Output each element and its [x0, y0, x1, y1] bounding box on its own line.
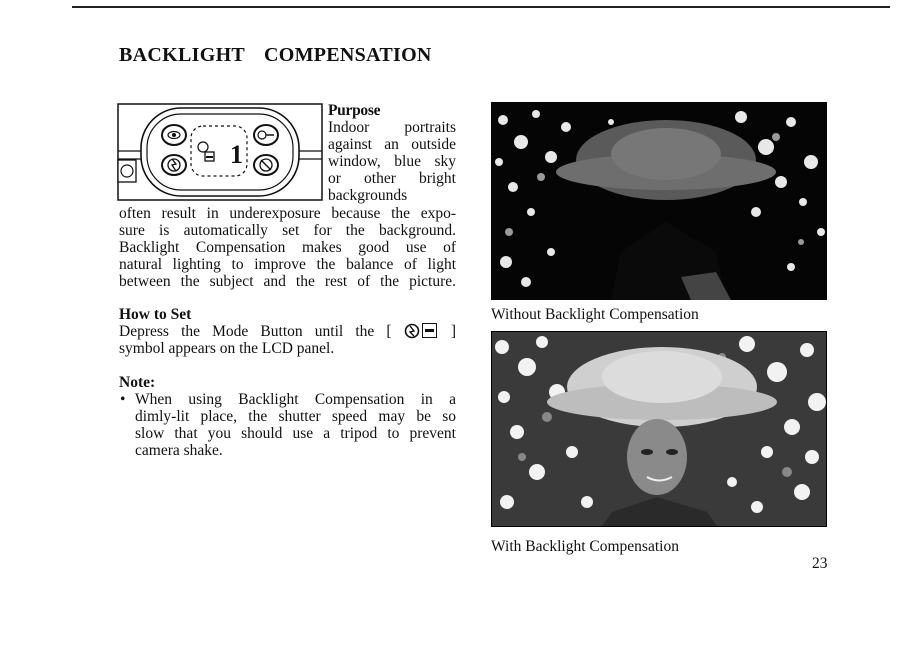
eye-icon: [162, 125, 186, 145]
how-to-set-text-after: ]: [438, 323, 456, 340]
self-timer-icon: [254, 125, 278, 145]
flash-off-icon: [162, 155, 186, 175]
bullet-icon: •: [120, 391, 126, 408]
body-line: sure is automatically set for the background.: [119, 222, 456, 239]
purpose-line: or other bright: [328, 170, 456, 187]
note-heading: Note:: [119, 374, 156, 391]
backlight-symbol-icon: [422, 323, 437, 338]
purpose-line: against an outside: [328, 136, 456, 153]
note-line: When using Backlight Compensation in a: [135, 391, 456, 408]
page-number: 23: [812, 555, 828, 572]
note-line: slow that you should use a tripod to prevent: [135, 425, 456, 442]
purpose-body: [119, 205, 456, 290]
caption-without-compensation: Without Backlight Compensation: [491, 306, 699, 323]
top-rule: [72, 6, 890, 8]
note-line: dimly-lit place, the shutter speed may be so: [135, 408, 456, 425]
flash-off-symbol-icon: [404, 323, 420, 339]
purpose-line: Indoor portraits: [328, 119, 456, 136]
photo-with-compensation: [491, 331, 827, 527]
no-flash-icon: [254, 155, 278, 175]
purpose-line: window, blue sky: [328, 153, 456, 170]
how-to-set-text-before: Depress the Mode Button until the [: [119, 323, 404, 340]
purpose-section: [328, 102, 456, 204]
body-line: Backlight Compensation makes good use of: [119, 239, 456, 256]
page-title: BACKLIGHT COMPENSATION: [119, 44, 432, 66]
camera-panel-diagram: [117, 103, 323, 201]
photo-without-compensation: [491, 102, 827, 300]
purpose-line: backgrounds: [328, 187, 408, 204]
body-line: often result in underexposure because the expo-: [119, 205, 456, 222]
how-to-set-section: [119, 306, 456, 357]
note-section: [119, 374, 456, 459]
how-to-set-heading: How to Set: [119, 306, 192, 323]
caption-with-compensation: With Backlight Compensation: [491, 538, 679, 555]
note-line: camera shake.: [135, 442, 223, 459]
purpose-heading: Purpose: [328, 102, 381, 119]
lcd-window: [191, 126, 247, 176]
how-to-set-line: [119, 323, 456, 340]
lcd-digit: 1: [230, 140, 243, 169]
note-bullet-item: [119, 391, 456, 459]
body-line: natural lighting to improve the balance of light: [119, 256, 456, 273]
body-line: between the subject and the rest of the picture.: [119, 273, 456, 290]
how-to-set-line: symbol appears on the LCD panel.: [119, 340, 335, 357]
